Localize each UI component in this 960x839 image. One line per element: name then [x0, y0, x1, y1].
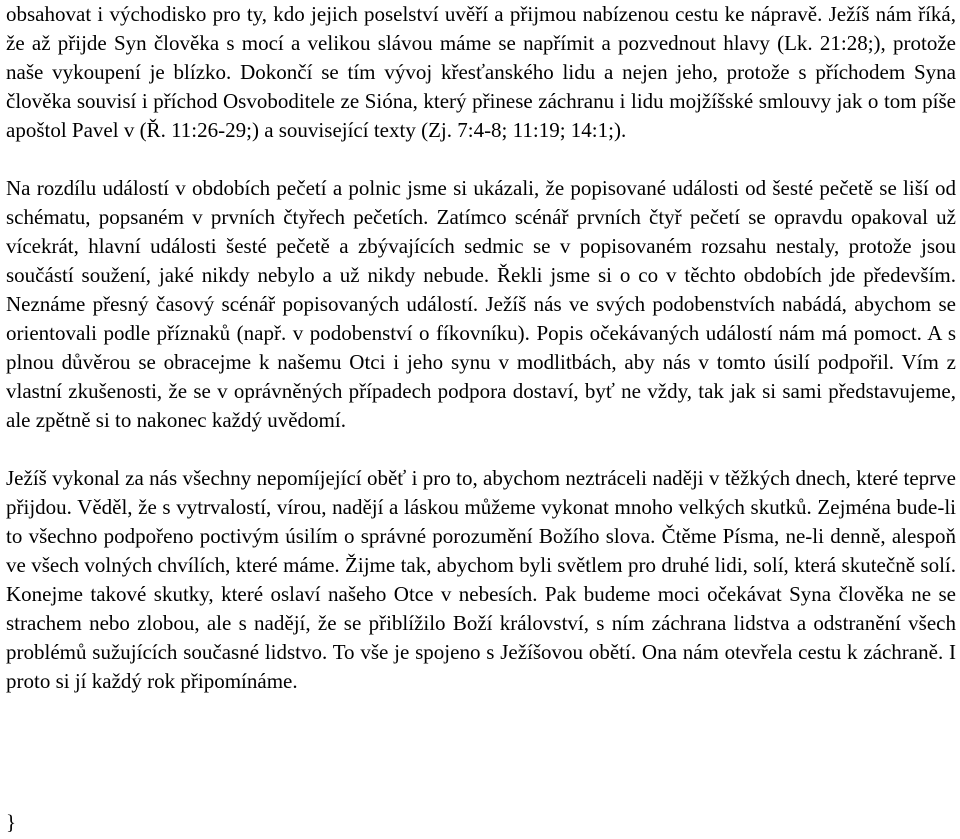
paragraph-1: obsahovat i východisko pro ty, kdo jejich poselství uvěří a přijmou nabízenou cestu ke nápravě. Ježíš nám říká, že až přijde Syn člověka s mocí a velikou slávou máme se napřímit a pozvednout hlavy (Lk. 21:28;), protože naše vykoupení je blízko. Dokončí se tím vývoj křesťanského lidu a nejen jeho, protože s příchodem Syna člověka souvisí i příchod Osvoboditele ze Sióna, který přinese záchranu i lidu mojžíšské smlouvy jak o tom píše apoštol Pavel v (Ř. 11:26-29;) a související texty (Zj. 7:4-8; 11:19; 14:1;). — [6, 2, 956, 142]
paragraph-3: Ježíš vykonal za nás všechny nepomíjející oběť i pro to, abychom neztráceli naději v těžkých dnech, které teprve přijdou. Věděl, že s vytrvalostí, vírou, nadějí a láskou můžeme vykonat mnoho velkých skutků. Zejména bude-li to všechno podpořeno poctivým úsilím o správné porozumění Božího slova. Čtěme Písma, ne-li denně, alespoň ve všech volných chvílích, které máme. Žijme tak, abychom byli světlem pro druhé lidi, solí, která skutečně solí. Konejme takové skutky, které oslaví našeho Otce v nebesích. Pak budeme moci očekávat Syna člověka ne se strachem nebo zlobou, ale s nadějí, že se přiblížilo Boží království, s ním záchrana lidstva a odstranění všech problémů sužujících současné lidstvo. To vše je spojeno s Ježíšovou obětí. Ona nám otevřela cestu k záchraně. I proto si jí každý rok připomínáme. — [6, 466, 956, 693]
document-page — [6, 0, 956, 696]
paragraph-2: Na rozdílu událostí v obdobích pečetí a polnic jsme si ukázali, že popisované události od šesté pečetě se liší od schématu, popsaném v prvních čtyřech pečetích. Zatímco scénář prvních čtyř pečetí se opravdu opakoval už vícekrát, hlavní události šesté pečetě a zbývajících sedmic se v popisovaném rozsahu nestaly, protože jsou součástí soužení, jaké nikdy nebylo a už nikdy nebude. Řekli jsme si o co v těchto obdobích jde především. Neznáme přesný časový scénář popisovaných událostí. Ježíš nás ve svých podobenstvích nabádá, abychom se orientovali podle příznaků (např. v podobenství o fíkovníku). Popis očekávaných událostí nám má pomoct. A s plnou důvěrou se obracejme k našemu Otci i jeho synu v modlitbách, aby nás v tomto úsilí podpořil. Vím z vlastní zkušenosti, že se v oprávněných případech podpora dostaví, byť ne vždy, tak jak si sami představujeme, ale zpětně si to nakonec každý uvědomí. — [6, 176, 956, 432]
closing-brace: } — [6, 810, 17, 834]
